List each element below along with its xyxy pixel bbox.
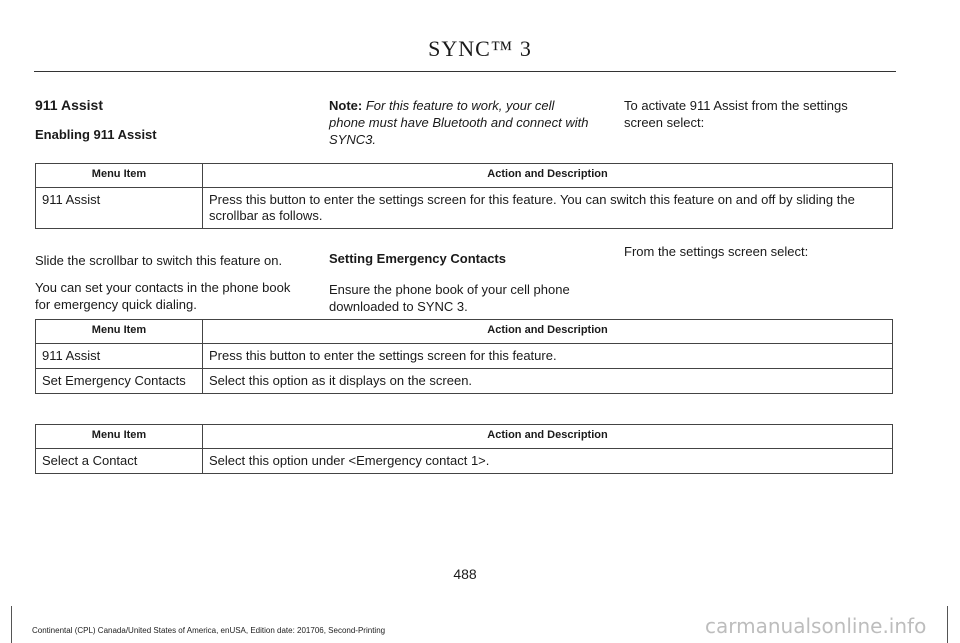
table2-row2-menu-item: Set Emergency Contacts <box>36 369 203 394</box>
menu-table-3 <box>35 424 893 474</box>
note-text: For this feature to work, your cell phone must have Bluetooth and connect with SYNC3. <box>329 98 589 147</box>
note-label: Note: <box>329 98 363 113</box>
menu-table-2 <box>35 319 893 394</box>
contacts-text: You can set your contacts in the phone book for emergency quick dialing. <box>35 280 291 312</box>
table-row <box>36 188 893 229</box>
table3-header-menu-item: Menu Item <box>36 425 203 449</box>
setting-heading: Setting Emergency Contacts <box>329 251 506 266</box>
crop-mark-left <box>11 606 12 643</box>
watermark: carmanualsonline.info <box>705 614 927 638</box>
table2-row1-action: Press this button to enter the settings screen for this feature. <box>203 344 893 369</box>
table-row <box>36 449 893 474</box>
section-title: 911 Assist <box>35 97 103 113</box>
activate-text: To activate 911 Assist from the settings screen select: <box>624 98 848 130</box>
intro-left-column <box>35 97 295 153</box>
intro-middle-column <box>329 97 591 158</box>
table2-header-action: Action and Description <box>203 320 893 344</box>
crop-mark-right <box>947 606 948 643</box>
ensure-text: Ensure the phone book of your cell phone downloaded to SYNC 3. <box>329 282 570 314</box>
table2-row1-menu-item: 911 Assist <box>36 344 203 369</box>
header-divider <box>34 71 896 72</box>
from-settings-text: From the settings screen select: <box>624 244 809 259</box>
table1-row1-menu-item: 911 Assist <box>36 188 203 229</box>
table-row <box>36 344 893 369</box>
table1-header-action: Action and Description <box>203 164 893 188</box>
middle-center-column <box>329 250 591 325</box>
table2-header-menu-item: Menu Item <box>36 320 203 344</box>
middle-right-column <box>624 243 874 270</box>
subheading-enabling: Enabling 911 Assist <box>35 127 157 142</box>
table2-row2-action: Select this option as it displays on the screen. <box>203 369 893 394</box>
edition-footer: Continental (CPL) Canada/United States of America, enUSA, Edition date: 201706, Second-Printing <box>32 626 386 635</box>
table-row <box>36 369 893 394</box>
table1-header-menu-item: Menu Item <box>36 164 203 188</box>
table3-row1-menu-item: Select a Contact <box>36 449 203 474</box>
page-number: 488 <box>453 566 477 582</box>
table3-header-action: Action and Description <box>203 425 893 449</box>
page-header-title: SYNC™ 3 <box>428 36 532 61</box>
middle-left-column <box>35 252 307 323</box>
table3-row1-action: Select this option under <Emergency contact 1>. <box>203 449 893 474</box>
slide-text: Slide the scrollbar to switch this feature on. <box>35 253 283 268</box>
intro-right-column <box>624 97 874 141</box>
note-paragraph <box>329 97 591 148</box>
menu-table-1 <box>35 163 893 229</box>
table1-row1-action: Press this button to enter the settings screen for this feature. You can switch this feature on and off by sliding the scrollbar as follows. <box>203 188 893 229</box>
